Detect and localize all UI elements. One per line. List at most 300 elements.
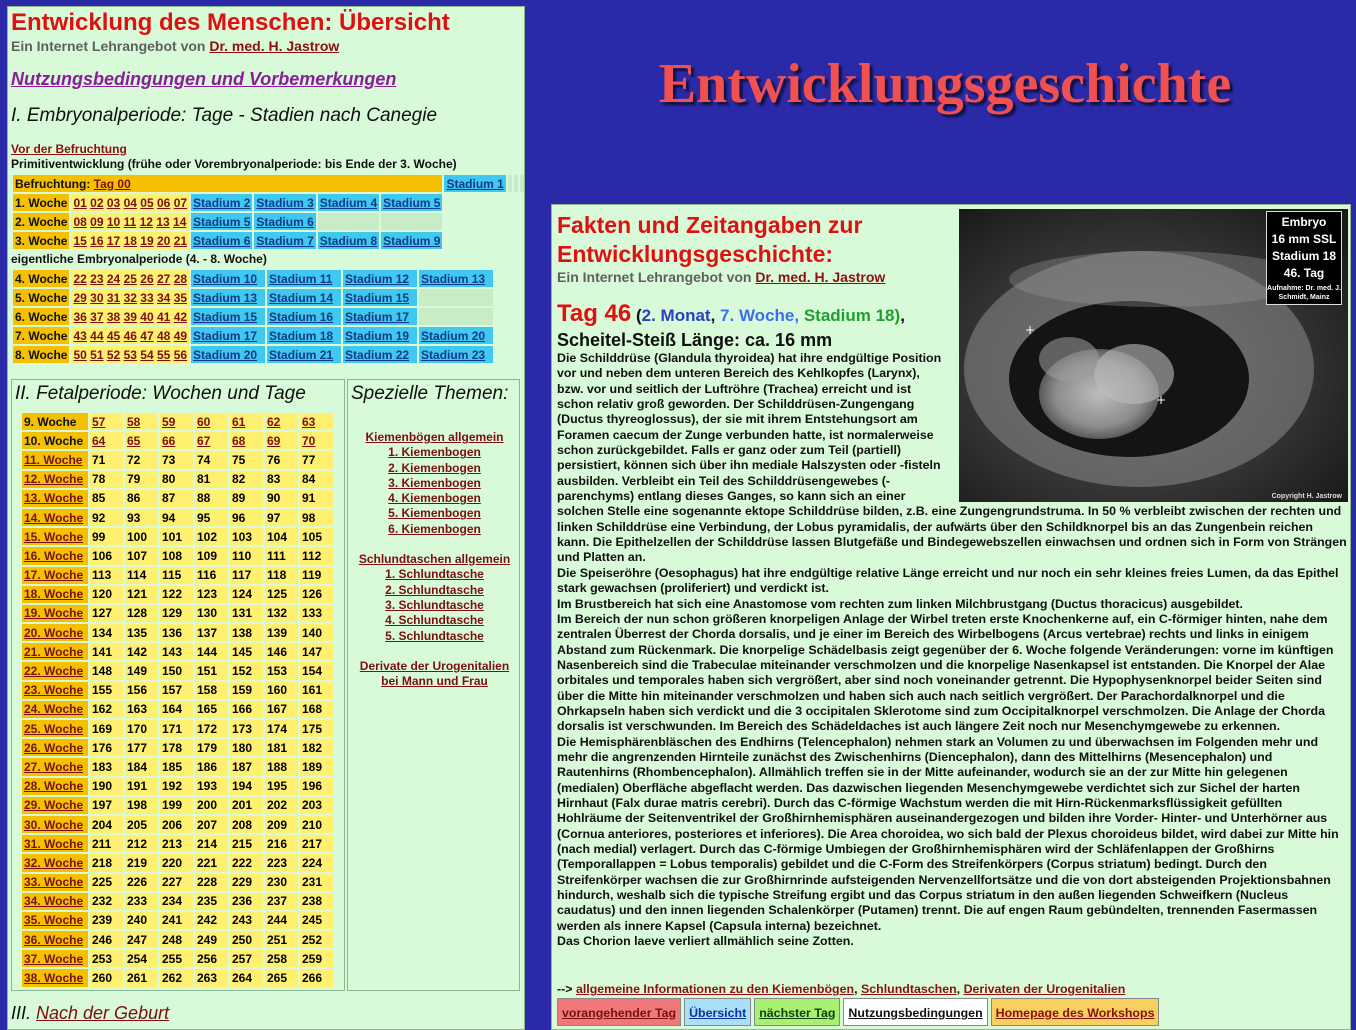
day-link[interactable]: 20 bbox=[156, 233, 171, 248]
day-link[interactable]: 34 bbox=[156, 290, 171, 305]
stadium-link[interactable]: Stadium 15 bbox=[345, 290, 410, 305]
day-cell: 168 bbox=[300, 701, 333, 718]
day-link[interactable]: 49 bbox=[173, 328, 188, 343]
day-link[interactable]: 12 bbox=[139, 214, 153, 229]
stadium-link[interactable]: Stadium 7 bbox=[256, 233, 314, 248]
stadium-cell[interactable] bbox=[267, 308, 341, 325]
day-link[interactable]: 10 bbox=[106, 214, 121, 229]
stadium-link[interactable]: Stadium 13 bbox=[193, 290, 258, 305]
day-links bbox=[71, 346, 189, 363]
day-cell[interactable]: 60 bbox=[195, 413, 228, 430]
day-cell: 212 bbox=[125, 835, 158, 852]
schlundtaschen-link[interactable]: Schlundtaschen bbox=[860, 982, 957, 996]
stadium-link[interactable]: Stadium 8 bbox=[319, 233, 378, 248]
day-cell: 123 bbox=[195, 586, 228, 603]
table-row bbox=[22, 432, 333, 449]
day-link[interactable]: 07 bbox=[173, 195, 188, 210]
day-link[interactable]: 30 bbox=[90, 290, 104, 305]
stadium-link[interactable]: Stadium 20 bbox=[421, 328, 486, 343]
themen-link[interactable]: 5. Kiemenbogen bbox=[388, 506, 481, 521]
day-cell: 77 bbox=[300, 451, 333, 468]
stadium-link[interactable]: Stadium 5 bbox=[193, 214, 251, 229]
week-label[interactable]: 24. Woche bbox=[22, 701, 88, 718]
week-label[interactable]: 26. Woche bbox=[22, 739, 88, 756]
day-cell: 167 bbox=[265, 701, 298, 718]
day-link[interactable]: 44 bbox=[90, 328, 104, 343]
stadium-link[interactable]: Stadium 18 bbox=[269, 328, 334, 343]
stadium-link[interactable]: Stadium 20 bbox=[193, 347, 258, 362]
day-cell[interactable]: 59 bbox=[160, 413, 193, 430]
week-label: 6. Woche bbox=[15, 309, 68, 324]
week-label[interactable]: 11. Woche bbox=[22, 451, 88, 468]
image-caption-box bbox=[1266, 211, 1342, 305]
stadium-link[interactable]: Stadium 6 bbox=[256, 214, 314, 229]
day-cell: 91 bbox=[300, 490, 333, 507]
themen-link[interactable]: 2. Kiemenbogen bbox=[388, 460, 481, 475]
day-cell[interactable]: 69 bbox=[265, 432, 298, 449]
stadium-link[interactable]: Stadium 4 bbox=[319, 195, 378, 210]
day-cell: 196 bbox=[300, 778, 333, 795]
stadium-link[interactable]: Stadium 5 bbox=[383, 195, 441, 210]
week-label[interactable]: 18. Woche bbox=[22, 586, 88, 603]
stadium-cell[interactable] bbox=[191, 213, 252, 230]
themen-link[interactable]: 4. Schlundtasche bbox=[385, 613, 484, 628]
day-cell: 215 bbox=[230, 835, 263, 852]
nutzungsbedingungen-link[interactable]: Nutzungsbedingungen und Vorbemerkungen bbox=[11, 69, 397, 89]
themen-link[interactable]: 1. Schlundtasche bbox=[385, 567, 484, 582]
day-link[interactable]: 24 bbox=[106, 271, 121, 286]
day-cell: 220 bbox=[160, 854, 193, 871]
day-cell: 138 bbox=[230, 624, 263, 641]
separator: , bbox=[956, 982, 964, 996]
urogenital-link[interactable]: Derivaten der Urogenitalien bbox=[963, 982, 1126, 996]
stadium-cell[interactable] bbox=[419, 327, 493, 344]
day-link[interactable]: 43 bbox=[73, 328, 87, 343]
day-link[interactable]: 03 bbox=[106, 195, 121, 210]
stadium-cell[interactable] bbox=[343, 346, 417, 363]
day-cell: 151 bbox=[195, 662, 228, 679]
day-link[interactable]: 02 bbox=[90, 195, 104, 210]
day-cell: 233 bbox=[125, 893, 158, 910]
day-link[interactable]: 28 bbox=[173, 271, 188, 286]
day-cell: 107 bbox=[125, 547, 158, 564]
week-label: 9. Woche bbox=[22, 413, 88, 430]
day-cell: 256 bbox=[195, 950, 228, 967]
stadium-cell[interactable] bbox=[343, 308, 417, 325]
day-link[interactable]: 05 bbox=[140, 195, 154, 210]
stadium-link[interactable]: Stadium 15 bbox=[193, 309, 258, 324]
day-link[interactable]: 52 bbox=[106, 347, 121, 362]
fetal-section bbox=[11, 379, 345, 991]
workshop-homepage-button[interactable]: Homepage des Workshops bbox=[991, 998, 1160, 1026]
week-label[interactable]: 17. Woche bbox=[22, 567, 88, 584]
table-row bbox=[22, 490, 333, 507]
table-row bbox=[13, 346, 493, 363]
table-row bbox=[22, 969, 333, 986]
week-label: 3. Woche bbox=[15, 233, 68, 248]
week-label[interactable]: 35. Woche bbox=[22, 912, 88, 929]
day-link[interactable]: 18 bbox=[123, 233, 137, 248]
day-cell: 95 bbox=[195, 509, 228, 526]
day-cell: 86 bbox=[125, 490, 158, 507]
week-label[interactable]: 38. Woche bbox=[22, 969, 88, 986]
day-link[interactable]: 01 bbox=[73, 195, 87, 210]
table-row bbox=[22, 605, 333, 622]
day-link[interactable]: 36 bbox=[73, 309, 87, 324]
stadium-link[interactable]: Stadium 2 bbox=[193, 195, 251, 210]
day-cell: 158 bbox=[195, 682, 228, 699]
week-label[interactable]: 32. Woche bbox=[22, 854, 88, 871]
themen-link[interactable]: 3. Kiemenbogen bbox=[388, 475, 481, 490]
table-row bbox=[22, 912, 333, 929]
week-label: 2. Woche bbox=[15, 214, 68, 229]
stadium-cell[interactable] bbox=[419, 270, 493, 287]
table-row bbox=[13, 175, 524, 192]
day-cell[interactable]: 65 bbox=[125, 432, 158, 449]
stadium-cell[interactable] bbox=[254, 194, 315, 211]
day-cell: 71 bbox=[90, 451, 123, 468]
day-link[interactable]: 55 bbox=[156, 347, 171, 362]
day-cell[interactable]: 63 bbox=[300, 413, 333, 430]
themen-link[interactable]: bei Mann und Frau bbox=[381, 674, 488, 689]
stadium-cell[interactable] bbox=[254, 232, 315, 249]
day-cell: 249 bbox=[195, 931, 228, 948]
day-link[interactable]: 50 bbox=[73, 347, 87, 362]
stadium-cell bbox=[318, 213, 379, 230]
themen-link[interactable]: Schlundtaschen allgemein bbox=[358, 552, 511, 567]
day-link[interactable]: 45 bbox=[106, 328, 121, 343]
stadium-link[interactable]: Stadium 13 bbox=[421, 271, 486, 286]
day-cell: 189 bbox=[300, 758, 333, 775]
nach-geburt-link[interactable]: Nach der Geburt bbox=[36, 1003, 170, 1023]
day-cell: 183 bbox=[90, 758, 123, 775]
day-cell[interactable]: 66 bbox=[160, 432, 193, 449]
day-cell: 250 bbox=[230, 931, 263, 948]
week-label[interactable]: 27. Woche bbox=[22, 758, 88, 775]
detail-author-link[interactable]: Dr. med. H. Jastrow bbox=[755, 269, 886, 285]
day-cell: 148 bbox=[90, 662, 123, 679]
next-day-button[interactable]: nächster Tag bbox=[754, 998, 840, 1026]
day-cell: 229 bbox=[230, 874, 263, 891]
stadium-link[interactable]: Stadium 12 bbox=[345, 271, 410, 286]
crown-rump-length: Scheitel-Steiß Länge: ca. 16 mm bbox=[557, 330, 833, 350]
day-cell[interactable]: 61 bbox=[230, 413, 263, 430]
table-row bbox=[22, 586, 333, 603]
day-link[interactable]: 46 bbox=[123, 328, 137, 343]
themen-link[interactable]: 2. Schlundtasche bbox=[385, 582, 484, 597]
week-label[interactable]: 23. Woche bbox=[22, 682, 88, 699]
week-label[interactable]: 28. Woche bbox=[22, 778, 88, 795]
day-cell: 131 bbox=[230, 605, 263, 622]
week-label[interactable]: 21. Woche bbox=[22, 643, 88, 660]
day-cell[interactable]: 62 bbox=[265, 413, 298, 430]
day-link[interactable]: 51 bbox=[90, 347, 104, 362]
day-link[interactable]: 13 bbox=[156, 214, 170, 229]
image-credit: Aufnahme: Dr. med. J. Schmidt, Mainz bbox=[1267, 285, 1341, 301]
day-link[interactable]: 17 bbox=[106, 233, 121, 248]
stadium-link[interactable]: Stadium 3 bbox=[256, 195, 314, 210]
day-cell: 92 bbox=[90, 509, 123, 526]
day-cell: 74 bbox=[195, 451, 228, 468]
week-label[interactable]: 33. Woche bbox=[22, 874, 88, 891]
day-cell: 232 bbox=[90, 893, 123, 910]
day-cell[interactable]: 57 bbox=[90, 413, 123, 430]
stadium-cell[interactable] bbox=[267, 289, 341, 306]
day-link[interactable]: 23 bbox=[90, 271, 104, 286]
kiemenboegen-link[interactable]: allgemeine Informationen zu den Kiemenbögen bbox=[575, 982, 855, 996]
day-cell: 135 bbox=[125, 624, 158, 641]
day-link[interactable]: 42 bbox=[173, 309, 188, 324]
day-link[interactable]: 09 bbox=[90, 214, 104, 229]
stadium-cell[interactable] bbox=[343, 289, 417, 306]
day-cell[interactable]: 70 bbox=[300, 432, 333, 449]
day-cell: 114 bbox=[125, 567, 158, 584]
week-label[interactable]: 29. Woche bbox=[22, 797, 88, 814]
overview-subtitle bbox=[11, 38, 339, 54]
stadium-link[interactable]: Stadium 6 bbox=[193, 233, 251, 248]
previous-day-button[interactable]: vorangehender Tag bbox=[557, 998, 681, 1026]
day-cell: 169 bbox=[90, 720, 123, 737]
stadium-cell[interactable] bbox=[381, 232, 442, 249]
themen-link[interactable]: 6. Kiemenbogen bbox=[388, 521, 481, 536]
table-row bbox=[22, 509, 333, 526]
week-label[interactable]: 12. Woche bbox=[22, 471, 88, 488]
stadium-cell[interactable] bbox=[191, 232, 252, 249]
day-link[interactable]: 35 bbox=[173, 290, 188, 305]
table-row bbox=[22, 547, 333, 564]
stadium-cell[interactable] bbox=[267, 327, 341, 344]
day-link[interactable]: 04 bbox=[123, 195, 137, 210]
stadium-cell[interactable] bbox=[267, 270, 341, 287]
day-link[interactable]: 47 bbox=[140, 328, 154, 343]
stadium-link[interactable]: Stadium 1 bbox=[446, 176, 504, 191]
day-cell: 112 bbox=[300, 547, 333, 564]
stadium-link[interactable]: Stadium 11 bbox=[269, 271, 333, 286]
week-label[interactable]: 15. Woche bbox=[22, 528, 88, 545]
week-label[interactable]: 22. Woche bbox=[22, 662, 88, 679]
day-cell: 165 bbox=[195, 701, 228, 718]
day-link[interactable]: 54 bbox=[140, 347, 154, 362]
day-cell: 89 bbox=[230, 490, 263, 507]
themen-link[interactable]: 4. Kiemenbogen bbox=[388, 491, 481, 506]
week-label[interactable]: 13. Woche bbox=[22, 490, 88, 507]
day-link[interactable]: 25 bbox=[123, 271, 137, 286]
day-link[interactable]: 32 bbox=[123, 290, 137, 305]
stadium-cell[interactable] bbox=[191, 270, 265, 287]
week-label[interactable]: 19. Woche bbox=[22, 605, 88, 622]
themen-link[interactable]: 5. Schlundtasche bbox=[385, 628, 484, 643]
day-cell: 87 bbox=[160, 490, 193, 507]
stage-label: Stadium 18) bbox=[799, 306, 901, 325]
stadium-cell[interactable] bbox=[254, 213, 315, 230]
table-row bbox=[22, 528, 333, 545]
stadium-cell[interactable] bbox=[191, 308, 265, 325]
stadium-link[interactable]: Stadium 9 bbox=[383, 233, 441, 248]
day-cell: 126 bbox=[300, 586, 333, 603]
day-link[interactable]: 38 bbox=[106, 309, 121, 324]
day-cell: 109 bbox=[195, 547, 228, 564]
themen-link[interactable]: Kiemenbögen allgemein bbox=[365, 430, 504, 444]
week-label[interactable]: 36. Woche bbox=[22, 931, 88, 948]
day-cell: 162 bbox=[90, 701, 123, 718]
table-row bbox=[13, 327, 493, 344]
day-link[interactable]: 37 bbox=[90, 309, 104, 324]
week-label[interactable]: 25. Woche bbox=[22, 720, 88, 737]
stadium-link[interactable]: Stadium 21 bbox=[269, 347, 334, 362]
vor-befruchtung-link[interactable]: Vor der Befruchtung bbox=[11, 142, 127, 156]
stadium-cell[interactable] bbox=[419, 346, 493, 363]
day-link[interactable]: 15 bbox=[73, 233, 87, 248]
day-link[interactable]: 53 bbox=[123, 347, 137, 362]
week-label[interactable]: 14. Woche bbox=[22, 509, 88, 526]
stadium-cell[interactable] bbox=[191, 289, 265, 306]
table-row bbox=[22, 874, 333, 891]
day-cell: 117 bbox=[230, 567, 263, 584]
day-cell: 72 bbox=[125, 451, 158, 468]
day-link[interactable]: 56 bbox=[173, 347, 188, 362]
themen-link[interactable]: 3. Schlundtasche bbox=[385, 597, 484, 612]
stadium-cell[interactable] bbox=[381, 194, 442, 211]
stadium-link[interactable]: Stadium 17 bbox=[345, 309, 410, 324]
day-cell: 195 bbox=[265, 778, 298, 795]
day-link[interactable]: 16 bbox=[90, 233, 104, 248]
day-cell[interactable]: 58 bbox=[125, 413, 158, 430]
day-link[interactable]: 33 bbox=[140, 290, 154, 305]
stadium-link[interactable]: Stadium 10 bbox=[193, 271, 258, 286]
table-row bbox=[22, 720, 333, 737]
day-cell: 181 bbox=[265, 739, 298, 756]
detail-subtitle bbox=[557, 269, 885, 285]
day-cell: 173 bbox=[230, 720, 263, 737]
day-cell: 187 bbox=[230, 758, 263, 775]
stadium-cell[interactable] bbox=[318, 194, 379, 211]
day-cell[interactable]: 67 bbox=[195, 432, 228, 449]
day-link[interactable]: 41 bbox=[156, 309, 171, 324]
day-link[interactable]: 11 bbox=[123, 214, 137, 229]
day-cell: 258 bbox=[265, 950, 298, 967]
stadium-link[interactable]: Stadium 19 bbox=[345, 328, 410, 343]
paragraph: Die Hemisphärenbläschen des Endhirns (Telencephalon) nehmen stark an Volumen zu und überwachsen im Folgenden mehr und mehr die angrenzenden Hirnteile zunächst des Zwischenhirns (Diencephalon), dann des Mittelhirns (Mesencephalon) und Rautenhirns (Rhombencephalon). Allmählich treffen sie in der Mitte aufeinander, wodurch sie an der zur Mitte hin gelegenen (medialen) Oberfläche abgeflacht werden. Das dazwischen liegenden Mesenchymgewebe verdichtet sich zur Sichel der harten Hirnhaut (Falx durae matris cerebri). Durch das C-förmige Wachstum werden die mit Hirn-Rückenmarksflüssigkeit gefüllten Hohlräume der Seitenventrikel der Großhirnhemisphären auseinandergezogen und bilden ihre Vorder- Hinter- und Unterhörner aus (Cornua anteriores, posteriores et inferiores). Die Area choroidea, wo sich bald der Plexus choroideus bildet, wird dabei zur Mitte hin (nach medial) verlagert. Durch das C-förmige Umbiegen der Großhirnhemisphären wird der Schläfenlappen der Großhirns (Temporallappen = Lobus temporalis) gebildet und die C-Form des Streifenkörpers (Corpus striatum) bedingt. Durch den Streifenkörper wachsen die zur Großhirnrinde aufsteigenden Nervenzellfortsätze und die von dort absteigenden Projektionsbahnen hindurch, weshalb sich die typische Streifung ergibt und das Corpus striatum in den außen liegenden Schweifkern (Nucleus caudatus) und den innen liegenden Schalenkörper (Putamen) trennt. Die auf engen Raum gebündelten, trennenden Fasermassen werden als innere Kapsel (Capsula interna) bezeichnet. bbox=[557, 734, 1339, 933]
day-cell: 164 bbox=[160, 701, 193, 718]
stadium-cell[interactable] bbox=[444, 175, 505, 192]
week-label bbox=[13, 175, 442, 192]
overview-title: Entwicklung des Menschen: Übersicht bbox=[11, 9, 450, 36]
table-row bbox=[22, 471, 333, 488]
day-cell[interactable]: 64 bbox=[90, 432, 123, 449]
day-link[interactable]: 39 bbox=[123, 309, 137, 324]
day-cell: 261 bbox=[125, 969, 158, 986]
overview-button[interactable]: Übersicht bbox=[684, 998, 751, 1026]
day-cell: 188 bbox=[265, 758, 298, 775]
table-row bbox=[22, 682, 333, 699]
day-cell: 170 bbox=[125, 720, 158, 737]
table-row bbox=[13, 289, 493, 306]
day-cell: 137 bbox=[195, 624, 228, 641]
stadium-cell[interactable] bbox=[267, 346, 341, 363]
caption-line: Stadium 18 bbox=[1271, 249, 1337, 263]
themen-link[interactable]: Derivate der Urogenitalien bbox=[359, 658, 510, 673]
day-cell: 226 bbox=[125, 874, 158, 891]
day-link[interactable]: 06 bbox=[156, 195, 171, 210]
week-label[interactable]: 37. Woche bbox=[22, 950, 88, 967]
stadium-cell bbox=[520, 175, 524, 192]
day-cell: 200 bbox=[195, 797, 228, 814]
day-cell: 100 bbox=[125, 528, 158, 545]
day-cell: 192 bbox=[160, 778, 193, 795]
stadium-cell[interactable] bbox=[318, 232, 379, 249]
stadium-link[interactable]: Stadium 16 bbox=[269, 309, 334, 324]
day-cell: 207 bbox=[195, 816, 228, 833]
day-link[interactable]: 22 bbox=[73, 271, 87, 286]
day-link[interactable]: 27 bbox=[156, 271, 171, 286]
day-link[interactable]: 31 bbox=[106, 290, 121, 305]
paragraph: Im Brustbereich hat sich eine Anastomose vom rechten zum linken Milchbrustgang (Ductus thoracicus) ausgebildet. bbox=[557, 596, 1243, 611]
table-row bbox=[22, 701, 333, 718]
day-cell: 257 bbox=[230, 950, 263, 967]
stadium-cell[interactable] bbox=[343, 270, 417, 287]
day-cell: 244 bbox=[265, 912, 298, 929]
stadium-link[interactable]: Stadium 17 bbox=[193, 328, 258, 343]
stadium-cell[interactable] bbox=[191, 194, 252, 211]
stadium-cell[interactable] bbox=[343, 327, 417, 344]
table-row bbox=[22, 413, 333, 430]
spacer bbox=[348, 644, 521, 659]
author-link[interactable]: Dr. med. H. Jastrow bbox=[209, 38, 340, 54]
day-cell: 184 bbox=[125, 758, 158, 775]
day-cell[interactable]: 68 bbox=[230, 432, 263, 449]
day-link[interactable]: 08 bbox=[73, 214, 87, 229]
day-zero-link[interactable]: Tag 00 bbox=[93, 176, 131, 191]
stadium-cell bbox=[419, 289, 493, 306]
day-cell: 161 bbox=[300, 682, 333, 699]
day-cell: 104 bbox=[265, 528, 298, 545]
day-link[interactable]: 19 bbox=[140, 233, 154, 248]
day-link[interactable]: 26 bbox=[140, 271, 154, 286]
day-cell: 191 bbox=[125, 778, 158, 795]
navigation-bar bbox=[557, 998, 1159, 1026]
table-row bbox=[22, 931, 333, 948]
stadium-cell[interactable] bbox=[191, 327, 265, 344]
day-link[interactable]: 21 bbox=[173, 233, 188, 248]
nutzungsbedingungen-button[interactable]: Nutzungsbedingungen bbox=[843, 998, 987, 1026]
day-cell: 259 bbox=[300, 950, 333, 967]
table-row bbox=[22, 778, 333, 795]
day-cell: 105 bbox=[300, 528, 333, 545]
week-label[interactable]: 16. Woche bbox=[22, 547, 88, 564]
day-cell: 143 bbox=[160, 643, 193, 660]
day-cell: 154 bbox=[300, 662, 333, 679]
week-label[interactable]: 30. Woche bbox=[22, 816, 88, 833]
week-label[interactable]: 20. Woche bbox=[22, 624, 88, 641]
day-cell: 132 bbox=[265, 605, 298, 622]
stadium-link[interactable]: Stadium 14 bbox=[269, 290, 334, 305]
day-link[interactable]: 29 bbox=[73, 290, 87, 305]
day-link[interactable]: 48 bbox=[156, 328, 171, 343]
day-cell: 224 bbox=[300, 854, 333, 871]
day-cell: 102 bbox=[195, 528, 228, 545]
day-cell: 145 bbox=[230, 643, 263, 660]
week-label[interactable]: 34. Woche bbox=[22, 893, 88, 910]
stadium-cell[interactable] bbox=[191, 346, 265, 363]
stadium-link[interactable]: Stadium 22 bbox=[345, 347, 410, 362]
table-row bbox=[22, 643, 333, 660]
day-cell: 238 bbox=[300, 893, 333, 910]
themen-link[interactable]: 1. Kiemenbogen bbox=[388, 445, 481, 460]
day-link[interactable]: 40 bbox=[140, 309, 154, 324]
stadium-link[interactable]: Stadium 23 bbox=[421, 347, 486, 362]
day-link[interactable]: 14 bbox=[173, 214, 187, 229]
week-label[interactable]: 31. Woche bbox=[22, 835, 88, 852]
